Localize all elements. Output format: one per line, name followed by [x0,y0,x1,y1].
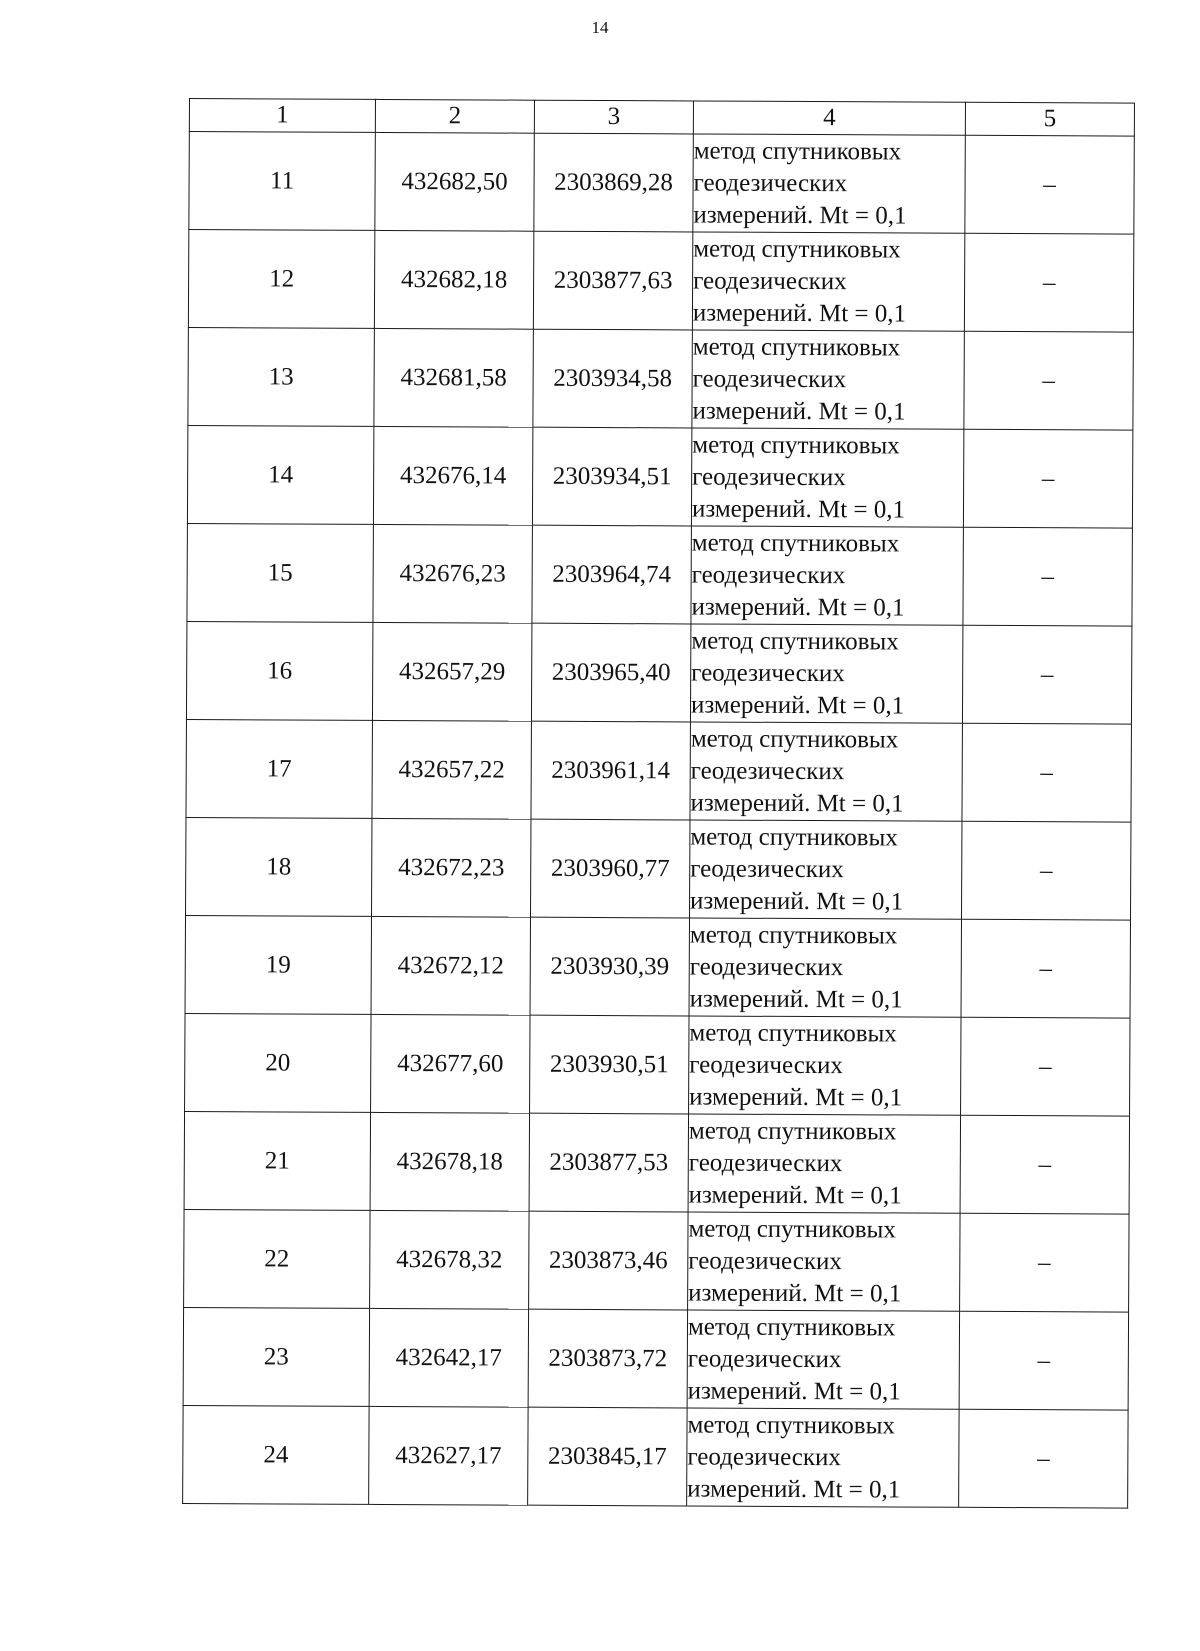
note-cell: – [959,1409,1128,1508]
coordinate-x: 432678,18 [370,1112,529,1211]
method-cell [693,134,965,233]
page-number: 14 [591,18,609,37]
point-number: 16 [186,621,372,720]
table-row [183,1307,1128,1410]
coordinate-x: 432682,50 [375,132,534,231]
table-row [185,1013,1130,1116]
method-line: метод спутниковых [693,136,902,165]
coordinate-y: 2303965,40 [531,623,690,722]
method-cell [688,1114,960,1213]
table-row [187,425,1132,528]
note-cell: – [964,331,1133,430]
coordinate-y: 2303960,77 [531,819,690,918]
method-line: метод спутниковых [692,430,900,459]
method-line: измерений. Mt = 0,1 [692,298,907,328]
method-line: метод спутниковых [687,1312,896,1341]
point-number: 21 [184,1111,370,1210]
method-line: геодезических [693,168,848,197]
method-cell [689,820,961,919]
point-number: 15 [187,523,373,622]
table-row [184,1209,1129,1312]
coordinate-y: 2303845,17 [528,1407,687,1506]
method-line: геодезических [688,1246,842,1275]
method-line: измерений. Mt = 0,1 [691,494,906,524]
method-line: геодезических [687,1344,842,1373]
coordinate-x: 432672,23 [372,818,531,917]
method-line: метод спутниковых [688,1116,897,1145]
note-cell: – [962,723,1131,822]
method-line: метод спутниковых [689,1018,897,1047]
note-cell: – [960,1115,1129,1214]
table-row [189,132,1134,235]
method-line: геодезических [692,462,846,491]
coordinate-x: 432657,22 [372,720,531,819]
point-number: 19 [185,915,371,1014]
method-line: измерений. Mt = 0,1 [687,1474,901,1503]
method-line: измерений. Mt = 0,1 [691,592,905,622]
method-cell [687,1408,959,1507]
method-line: измерений. Mt = 0,1 [690,690,905,720]
column-header: 2 [375,99,534,133]
method-line: измерений. Mt = 0,1 [689,984,903,1013]
column-header: 3 [534,100,693,134]
method-line: измерений. Mt = 0,1 [688,1278,902,1307]
table-row [186,621,1131,724]
coordinate-x: 432678,32 [370,1210,529,1309]
point-number: 13 [188,327,374,426]
method-cell [689,918,961,1017]
column-header: 5 [965,102,1134,136]
column-header: 1 [189,99,375,133]
method-cell [691,428,963,527]
coordinate-x: 432681,58 [374,328,533,427]
method-line: геодезических [687,1442,842,1471]
point-number: 14 [187,425,373,524]
point-number: 12 [188,230,374,329]
method-line: измерений. Mt = 0,1 [690,886,904,915]
table-row [186,719,1131,822]
column-header: 4 [693,101,965,135]
method-line: метод спутниковых [688,1214,896,1243]
coordinates-table [182,98,1135,1509]
method-line: измерений. Mt = 0,1 [692,396,906,426]
note-cell: – [964,233,1133,332]
point-number: 17 [186,719,372,818]
note-cell: – [961,1017,1130,1116]
method-line: измерений. Mt = 0,1 [689,1082,903,1111]
note-cell: – [965,135,1134,234]
point-number: 20 [185,1013,371,1112]
coordinate-x: 432682,18 [374,230,533,329]
point-number: 22 [184,1209,370,1308]
point-number: 24 [183,1405,369,1504]
coordinate-x: 432642,17 [369,1308,528,1407]
coordinate-y: 2303877,63 [533,231,692,330]
method-line: измерений. Mt = 0,1 [687,1376,901,1405]
coordinate-x: 432676,23 [373,524,532,623]
method-line: метод спутниковых [691,528,900,557]
method-line: метод спутниковых [689,920,898,949]
coordinate-y: 2303961,14 [531,721,690,820]
point-number: 11 [189,132,375,231]
note-cell: – [963,429,1132,528]
method-cell [687,1310,959,1409]
coordinate-x: 432657,29 [372,622,531,721]
method-line: метод спутниковых [690,822,898,851]
table-row [188,230,1133,333]
table-row [185,915,1130,1018]
table-row [188,327,1133,430]
point-number: 18 [186,817,372,916]
method-line: измерений. Mt = 0,1 [688,1180,902,1209]
coordinate-y: 2303877,53 [529,1113,688,1212]
coordinate-y: 2303930,51 [530,1015,689,1114]
method-cell [689,1016,961,1115]
coordinate-y: 2303873,46 [529,1211,688,1310]
table-row [184,1111,1129,1214]
table-row [187,523,1132,626]
point-number: 23 [183,1307,369,1406]
method-cell [692,232,964,331]
method-line: измерений. Mt = 0,1 [693,200,907,230]
table-row [183,1405,1128,1508]
method-line: геодезических [692,364,847,393]
coordinate-x: 432677,60 [371,1014,530,1113]
method-line: метод спутниковых [693,234,901,263]
table-row [186,817,1131,920]
note-cell: – [959,1311,1128,1410]
coordinate-y: 2303934,58 [533,329,692,428]
method-line: метод спутниковых [690,724,899,753]
method-line: метод спутниковых [691,626,899,655]
method-line: геодезических [689,952,844,981]
note-cell: – [963,527,1132,626]
coordinate-y: 2303873,72 [528,1309,687,1408]
method-cell [692,330,964,429]
coordinate-y: 2303930,39 [530,917,689,1016]
method-line: геодезических [689,1050,843,1079]
method-cell [691,526,963,625]
note-cell: – [961,821,1130,920]
method-cell [688,1212,960,1311]
method-line: измерений. Mt = 0,1 [690,788,904,818]
method-line: метод спутниковых [687,1410,895,1439]
method-line: геодезических [690,854,844,883]
method-line: геодезических [691,560,846,589]
coordinate-x: 432676,14 [373,426,532,525]
method-line: геодезических [693,266,847,295]
note-cell: – [961,919,1130,1018]
method-line: геодезических [688,1148,843,1177]
coordinate-y: 2303869,28 [534,133,693,232]
note-cell: – [962,625,1131,724]
table-header-row [189,99,1134,137]
coordinate-y: 2303964,74 [532,525,691,624]
coordinate-x: 432627,17 [369,1406,528,1505]
method-cell [690,624,962,723]
method-line: геодезических [690,756,845,785]
method-line: метод спутниковых [692,332,901,361]
note-cell: – [960,1213,1129,1312]
coordinate-y: 2303934,51 [532,427,691,526]
method-cell [690,722,962,821]
coordinate-x: 432672,12 [371,916,530,1015]
method-line: геодезических [691,658,845,687]
